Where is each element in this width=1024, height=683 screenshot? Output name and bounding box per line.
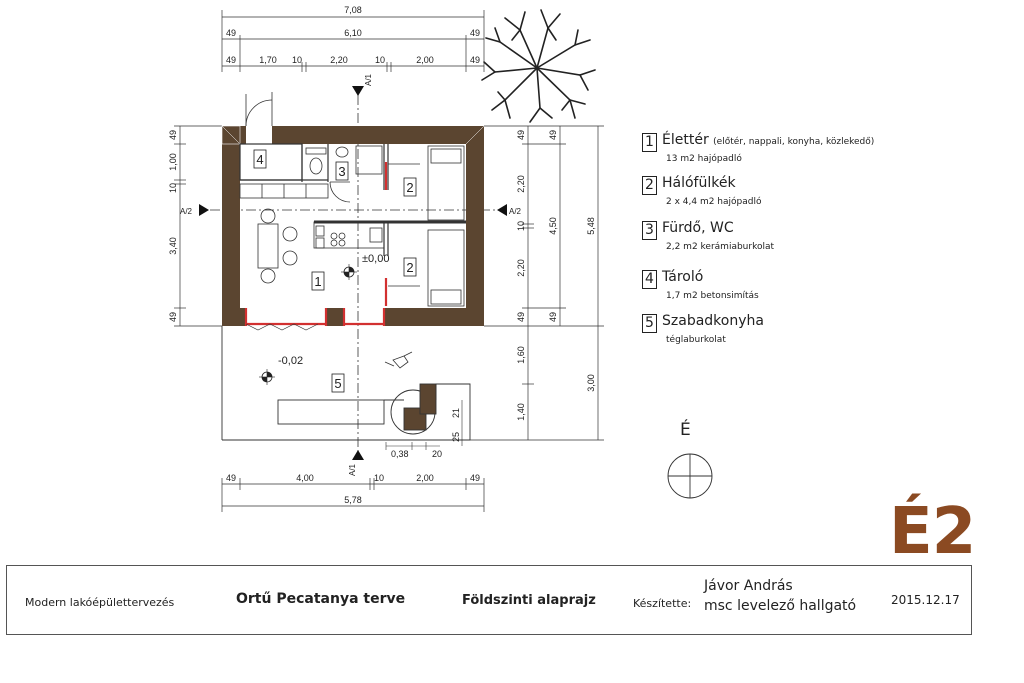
dim-right-mid-a: 49 — [548, 129, 558, 141]
section-line-a2 — [199, 204, 507, 216]
dim-bottom-c: 10 — [373, 473, 385, 483]
dim-top-overall: 7,08 — [344, 5, 362, 15]
room-number-5: 5 — [334, 376, 342, 391]
legend-number: 4 — [642, 270, 657, 289]
dimension-lines-right — [470, 126, 604, 440]
level-marker-inside — [341, 264, 357, 280]
north-label: É — [680, 420, 691, 440]
dim-top-r3-c: 10 — [291, 55, 303, 65]
dim-top-r3-d: 2,20 — [330, 55, 348, 65]
dim-right-outer-a: 5,48 — [586, 217, 596, 235]
drawing-date: 2015.12.17 — [891, 593, 960, 607]
legend-desc: 1,7 m2 betonsimítás — [666, 291, 759, 301]
section-mark-a1-top: A/1 — [364, 73, 373, 87]
dim-detail-c: 21 — [451, 407, 461, 418]
dim-top-r2-c: 49 — [469, 28, 481, 38]
dim-right-mid-c: 49 — [548, 311, 558, 323]
dim-right-inner-f: 1,60 — [516, 346, 526, 364]
dim-bottom-a: 49 — [225, 473, 237, 483]
dim-left-b: 1,00 — [168, 153, 178, 171]
dim-bottom-e: 49 — [469, 473, 481, 483]
dim-top-r3-g: 49 — [469, 55, 481, 65]
legend-title: Szabadkonyha — [662, 313, 764, 329]
legend-subtitle: (előtér, nappali, konyha, közlekedő) — [713, 137, 875, 147]
legend-desc: 2,2 m2 kerámiaburkolat — [666, 242, 775, 252]
dim-top-r3-f: 2,00 — [416, 55, 434, 65]
dim-top-r3-a: 49 — [225, 55, 237, 65]
room-number-4: 4 — [256, 152, 264, 167]
title-block — [6, 565, 972, 635]
dim-left-c: 10 — [168, 182, 178, 194]
section-mark-a2-left: A/2 — [180, 207, 193, 216]
room-number-2-upper: 2 — [406, 180, 414, 195]
author-name: Jávor András — [704, 578, 793, 594]
level-inside-label: ±0,00 — [362, 253, 390, 265]
section-mark-a2-right: A/2 — [509, 207, 522, 216]
dim-detail-d: 25 — [451, 431, 461, 442]
project-title: Ortű Pecatanya terve — [236, 591, 406, 607]
dim-right-inner-c: 10 — [516, 220, 526, 232]
entrance-door — [246, 92, 272, 144]
bed-lower — [388, 230, 464, 306]
legend-title: Tároló — [662, 269, 704, 285]
bbq-person-symbol — [385, 352, 412, 368]
dim-top-r2-a: 49 — [225, 28, 237, 38]
level-outside-label: -0,02 — [278, 355, 304, 367]
dim-bottom-d: 2,00 — [416, 473, 434, 483]
legend-number: 3 — [642, 221, 657, 240]
dim-top-r3-b: 1,70 — [259, 55, 277, 65]
legend-number: 5 — [642, 314, 657, 333]
dining-table — [258, 209, 297, 283]
legend-desc: téglaburkolat — [666, 335, 726, 345]
legend-title: Hálófülkék — [662, 175, 736, 191]
room-number-3: 3 — [338, 164, 346, 179]
dim-right-inner-a: 49 — [516, 129, 526, 141]
dim-bottom-b: 4,00 — [296, 473, 314, 483]
dim-right-inner-e: 49 — [516, 311, 526, 323]
legend-number: 1 — [642, 133, 657, 152]
author-label: Készítette: — [633, 597, 692, 610]
sheet-code: É2 — [889, 495, 976, 569]
outdoor-kitchen — [222, 326, 470, 440]
interior-partitions — [240, 144, 466, 256]
dim-right-inner-b: 2,20 — [516, 175, 526, 193]
kitchen-counter — [240, 184, 384, 248]
dim-bottom-overall: 5,78 — [344, 495, 362, 505]
course-name: Modern lakóépülettervezés — [25, 596, 175, 609]
sheet-title: Földszinti alaprajz — [462, 593, 596, 608]
legend-number: 2 — [642, 176, 657, 195]
dim-detail-a: 0,38 — [391, 449, 409, 459]
level-marker-outside — [259, 369, 275, 385]
dim-right-inner-g: 1,40 — [516, 403, 526, 421]
dim-detail-b: 20 — [432, 449, 443, 459]
dim-right-mid-b: 4,50 — [548, 217, 558, 235]
dim-left-a: 49 — [168, 129, 178, 141]
north-compass-icon — [668, 454, 712, 498]
author-role: msc levelező hallgató — [704, 598, 857, 614]
section-mark-a1-bottom: A/1 — [348, 463, 357, 477]
dimension-lines-left — [174, 126, 222, 326]
dim-top-r2-b: 6,10 — [344, 28, 362, 38]
dim-left-d: 3,40 — [168, 237, 178, 255]
tree-symbol — [482, 10, 595, 122]
legend-title: Fürdő, WC — [662, 220, 734, 236]
bed-upper — [388, 146, 464, 220]
room-number-1: 1 — [314, 274, 322, 289]
room-number-2-lower: 2 — [406, 260, 414, 275]
dim-left-e: 49 — [168, 311, 178, 323]
dim-right-outer-b: 3,00 — [586, 374, 596, 392]
legend-title: Élettér — [662, 132, 709, 148]
dim-right-inner-d: 2,20 — [516, 259, 526, 277]
legend-desc: 2 x 4,4 m2 hajópadló — [666, 197, 762, 207]
dim-top-r3-e: 10 — [374, 55, 386, 65]
legend-desc: 13 m2 hajópadló — [666, 154, 742, 164]
